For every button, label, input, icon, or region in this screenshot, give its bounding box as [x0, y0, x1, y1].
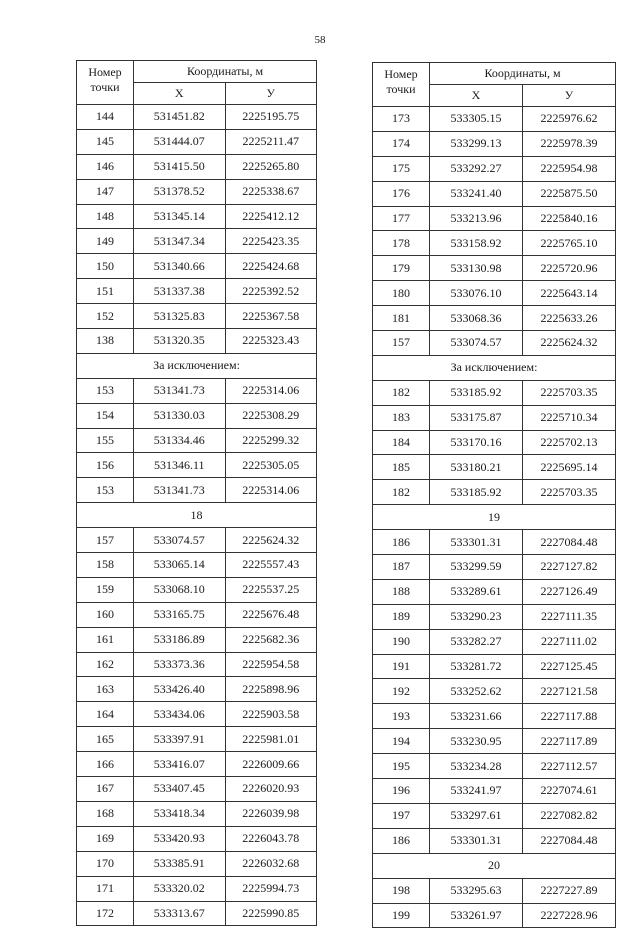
point-number: 155 — [77, 428, 134, 453]
coord-y: 2225978.39 — [523, 131, 616, 156]
table-row — [373, 629, 616, 654]
header-x: Х — [430, 85, 523, 107]
coord-x: 533065.14 — [134, 553, 226, 578]
point-number: 178 — [373, 231, 430, 256]
table-row — [77, 229, 317, 254]
table-row — [77, 179, 317, 204]
coord-x: 533230.95 — [430, 729, 523, 754]
table-row — [77, 553, 317, 578]
coord-x: 533292.27 — [430, 156, 523, 181]
point-number: 187 — [373, 555, 430, 580]
point-number: 195 — [373, 754, 430, 779]
coord-y: 2227112.57 — [523, 754, 616, 779]
point-number: 177 — [373, 206, 430, 231]
coord-y: 2225695.14 — [523, 455, 616, 480]
coord-y: 2226039.98 — [225, 801, 317, 826]
table-row — [373, 405, 616, 430]
coord-y: 2226043.78 — [225, 826, 317, 851]
table-row — [77, 254, 317, 279]
coord-y: 2225624.32 — [225, 528, 317, 553]
coord-x: 533241.97 — [430, 779, 523, 804]
coord-y: 2225537.25 — [225, 577, 317, 602]
section-separator — [373, 355, 616, 380]
point-number: 153 — [77, 378, 134, 403]
coord-x: 531340.66 — [134, 254, 226, 279]
coord-y: 2227121.58 — [523, 679, 616, 704]
section-label: 20 — [373, 853, 616, 878]
table-row — [77, 403, 317, 428]
point-number: 152 — [77, 304, 134, 329]
coord-y: 2227074.61 — [523, 779, 616, 804]
coord-y: 2225195.75 — [225, 105, 317, 130]
point-number: 197 — [373, 803, 430, 828]
coord-x: 533418.34 — [134, 801, 226, 826]
coord-x: 533261.97 — [430, 903, 523, 928]
table-row — [373, 604, 616, 629]
point-number: 168 — [77, 801, 134, 826]
page-number: 58 — [314, 34, 326, 46]
point-number: 147 — [77, 179, 134, 204]
coord-x: 533320.02 — [134, 876, 226, 901]
coord-y: 2226009.66 — [225, 752, 317, 777]
header-point-number: Номер точки — [373, 63, 430, 107]
table-row — [373, 729, 616, 754]
point-number: 172 — [77, 901, 134, 926]
coord-y: 2225702.13 — [523, 430, 616, 455]
coord-x: 531334.46 — [134, 428, 226, 453]
coord-y: 2225423.35 — [225, 229, 317, 254]
coord-y: 2226020.93 — [225, 777, 317, 802]
point-number: 184 — [373, 430, 430, 455]
section-separator — [373, 505, 616, 530]
point-number: 169 — [77, 826, 134, 851]
coord-x: 533234.28 — [430, 754, 523, 779]
header-y: У — [523, 85, 616, 107]
coord-y: 2225840.16 — [523, 206, 616, 231]
coord-x: 533165.75 — [134, 602, 226, 627]
coord-y: 2225299.32 — [225, 428, 317, 453]
coord-y: 2225976.62 — [523, 107, 616, 132]
table-row — [77, 154, 317, 179]
table-row — [373, 530, 616, 555]
coord-x: 531347.34 — [134, 229, 226, 254]
table-row — [373, 828, 616, 853]
coord-x: 531341.73 — [134, 378, 226, 403]
coord-y: 2225954.98 — [523, 156, 616, 181]
coord-y: 2225875.50 — [523, 181, 616, 206]
coord-y: 2225703.35 — [523, 480, 616, 505]
point-number: 167 — [77, 777, 134, 802]
coord-x: 533076.10 — [430, 281, 523, 306]
table-row — [373, 579, 616, 604]
coord-x: 531346.11 — [134, 453, 226, 478]
point-number: 161 — [77, 627, 134, 652]
table-row — [373, 679, 616, 704]
table-row — [77, 652, 317, 677]
coord-x: 533289.61 — [430, 579, 523, 604]
point-number: 173 — [373, 107, 430, 132]
table-row — [373, 455, 616, 480]
point-number: 185 — [373, 455, 430, 480]
point-number: 162 — [77, 652, 134, 677]
coord-x: 533385.91 — [134, 851, 226, 876]
coord-x: 531444.07 — [134, 129, 226, 154]
table-row — [373, 181, 616, 206]
point-number: 157 — [373, 331, 430, 356]
table-row — [373, 256, 616, 281]
coord-y: 2225314.06 — [225, 478, 317, 503]
table-row — [373, 480, 616, 505]
table-row — [373, 878, 616, 903]
header-coordinates: Координаты, м — [430, 63, 616, 85]
table-row — [77, 478, 317, 503]
coord-y: 2225392.52 — [225, 279, 317, 304]
coord-y: 2225954.58 — [225, 652, 317, 677]
coord-x: 531345.14 — [134, 204, 226, 229]
table-row — [373, 779, 616, 804]
coord-x: 533068.36 — [430, 306, 523, 331]
point-number: 179 — [373, 256, 430, 281]
point-number: 165 — [77, 727, 134, 752]
point-number: 174 — [373, 131, 430, 156]
coord-x: 531341.73 — [134, 478, 226, 503]
coord-x: 531415.50 — [134, 154, 226, 179]
coord-x: 531320.35 — [134, 329, 226, 354]
coord-y: 2227127.82 — [523, 555, 616, 580]
point-number: 186 — [373, 828, 430, 853]
table-row — [373, 903, 616, 928]
table-row — [77, 453, 317, 478]
coord-x: 533231.66 — [430, 704, 523, 729]
coord-x: 533186.89 — [134, 627, 226, 652]
table-row — [77, 627, 317, 652]
coord-x: 533213.96 — [430, 206, 523, 231]
coord-x: 533373.36 — [134, 652, 226, 677]
table-row — [77, 304, 317, 329]
point-number: 166 — [77, 752, 134, 777]
coord-y: 2225624.32 — [523, 331, 616, 356]
coord-x: 533252.62 — [430, 679, 523, 704]
coord-y: 2227228.96 — [523, 903, 616, 928]
coord-x: 533313.67 — [134, 901, 226, 926]
table-row — [373, 131, 616, 156]
coord-x: 533426.40 — [134, 677, 226, 702]
coordinates-table-left — [76, 60, 317, 926]
table-body-left — [77, 105, 317, 926]
coord-x: 531330.03 — [134, 403, 226, 428]
coord-y: 2225703.35 — [523, 380, 616, 405]
header-x: Х — [134, 83, 226, 105]
point-number: 158 — [77, 553, 134, 578]
coord-y: 2225305.05 — [225, 453, 317, 478]
point-number: 191 — [373, 654, 430, 679]
table-row — [373, 754, 616, 779]
coord-y: 2227117.88 — [523, 704, 616, 729]
section-separator — [373, 853, 616, 878]
coord-y: 2225367.58 — [225, 304, 317, 329]
coord-x: 533074.57 — [430, 331, 523, 356]
point-number: 183 — [373, 405, 430, 430]
point-number: 170 — [77, 851, 134, 876]
table-row — [77, 876, 317, 901]
coord-x: 533434.06 — [134, 702, 226, 727]
table-row — [77, 329, 317, 354]
coord-x: 533407.45 — [134, 777, 226, 802]
point-number: 199 — [373, 903, 430, 928]
coord-y: 2225633.26 — [523, 306, 616, 331]
point-number: 164 — [77, 702, 134, 727]
table-body-right — [373, 107, 616, 928]
coord-y: 2225898.96 — [225, 677, 317, 702]
coord-y: 2225557.43 — [225, 553, 317, 578]
coord-x: 531378.52 — [134, 179, 226, 204]
coord-y: 2227117.89 — [523, 729, 616, 754]
section-label: За исключением: — [77, 353, 317, 378]
table-row — [77, 129, 317, 154]
point-number: 198 — [373, 878, 430, 903]
coord-y: 2225338.67 — [225, 179, 317, 204]
coord-x: 533420.93 — [134, 826, 226, 851]
coord-x: 533074.57 — [134, 528, 226, 553]
coord-x: 533170.16 — [430, 430, 523, 455]
point-number: 145 — [77, 129, 134, 154]
coord-x: 533068.10 — [134, 577, 226, 602]
point-number: 154 — [77, 403, 134, 428]
coord-y: 2225412.12 — [225, 204, 317, 229]
table-row — [77, 105, 317, 130]
coord-x: 533305.15 — [430, 107, 523, 132]
point-number: 192 — [373, 679, 430, 704]
coord-x: 533158.92 — [430, 231, 523, 256]
table-row — [77, 702, 317, 727]
table-row — [373, 654, 616, 679]
table-row — [373, 107, 616, 132]
coord-y: 2227084.48 — [523, 530, 616, 555]
coord-x: 533175.87 — [430, 405, 523, 430]
point-number: 146 — [77, 154, 134, 179]
table-row — [77, 602, 317, 627]
point-number: 175 — [373, 156, 430, 181]
coord-x: 533185.92 — [430, 380, 523, 405]
table-row — [373, 380, 616, 405]
section-separator — [77, 353, 317, 378]
coord-y: 2225676.48 — [225, 602, 317, 627]
table-row — [77, 378, 317, 403]
point-number: 163 — [77, 677, 134, 702]
point-number: 149 — [77, 229, 134, 254]
table-row — [77, 528, 317, 553]
point-number: 150 — [77, 254, 134, 279]
point-number: 180 — [373, 281, 430, 306]
point-number: 196 — [373, 779, 430, 804]
point-number: 194 — [373, 729, 430, 754]
table-row — [373, 555, 616, 580]
point-number: 144 — [77, 105, 134, 130]
point-number: 186 — [373, 530, 430, 555]
coord-y: 2227126.49 — [523, 579, 616, 604]
header-point-number: Номер точки — [77, 61, 134, 105]
coord-x: 531325.83 — [134, 304, 226, 329]
coord-y: 2225265.80 — [225, 154, 317, 179]
table-row — [373, 331, 616, 356]
coord-y: 2225981.01 — [225, 727, 317, 752]
point-number: 138 — [77, 329, 134, 354]
coord-y: 2225994.73 — [225, 876, 317, 901]
point-number: 160 — [77, 602, 134, 627]
point-number: 159 — [77, 577, 134, 602]
coord-x: 533130.98 — [430, 256, 523, 281]
coord-x: 533281.72 — [430, 654, 523, 679]
coord-y: 2227082.82 — [523, 803, 616, 828]
coord-y: 2225720.96 — [523, 256, 616, 281]
section-label: 19 — [373, 505, 616, 530]
table-row — [373, 430, 616, 455]
section-separator — [77, 503, 317, 528]
coordinates-table-right — [372, 62, 616, 928]
table-row — [77, 752, 317, 777]
table-row — [373, 281, 616, 306]
coord-y: 2225643.14 — [523, 281, 616, 306]
coord-y: 2225682.36 — [225, 627, 317, 652]
table-row — [373, 156, 616, 181]
section-label: 18 — [77, 503, 317, 528]
coord-y: 2225211.47 — [225, 129, 317, 154]
coord-x: 533185.92 — [430, 480, 523, 505]
coord-y: 2225424.68 — [225, 254, 317, 279]
point-number: 182 — [373, 480, 430, 505]
table-row — [77, 777, 317, 802]
table-row — [77, 801, 317, 826]
table-row — [373, 206, 616, 231]
coord-y: 2227111.35 — [523, 604, 616, 629]
coord-x: 533416.07 — [134, 752, 226, 777]
table-row — [77, 851, 317, 876]
coord-y: 2227125.45 — [523, 654, 616, 679]
table-row — [373, 231, 616, 256]
coord-x: 531337.38 — [134, 279, 226, 304]
section-label: За исключением: — [373, 355, 616, 380]
table-row — [373, 704, 616, 729]
point-number: 182 — [373, 380, 430, 405]
point-number: 189 — [373, 604, 430, 629]
coord-x: 533301.31 — [430, 530, 523, 555]
coord-x: 533397.91 — [134, 727, 226, 752]
point-number: 153 — [77, 478, 134, 503]
point-number: 156 — [77, 453, 134, 478]
header-y: У — [225, 83, 317, 105]
table-row — [373, 803, 616, 828]
point-number: 190 — [373, 629, 430, 654]
table-row — [77, 204, 317, 229]
point-number: 157 — [77, 528, 134, 553]
coord-y: 2225765.10 — [523, 231, 616, 256]
point-number: 176 — [373, 181, 430, 206]
coord-x: 531451.82 — [134, 105, 226, 130]
point-number: 181 — [373, 306, 430, 331]
coord-x: 533299.13 — [430, 131, 523, 156]
coord-y: 2227227.89 — [523, 878, 616, 903]
point-number: 148 — [77, 204, 134, 229]
coord-x: 533299.59 — [430, 555, 523, 580]
coord-y: 2225314.06 — [225, 378, 317, 403]
coord-x: 533297.61 — [430, 803, 523, 828]
point-number: 151 — [77, 279, 134, 304]
table-row — [77, 279, 317, 304]
coord-x: 533282.27 — [430, 629, 523, 654]
table-row — [77, 727, 317, 752]
point-number: 188 — [373, 579, 430, 604]
coord-x: 533301.31 — [430, 828, 523, 853]
coord-y: 2225990.85 — [225, 901, 317, 926]
coord-y: 2225903.58 — [225, 702, 317, 727]
coord-x: 533295.63 — [430, 878, 523, 903]
coord-x: 533241.40 — [430, 181, 523, 206]
table-row — [373, 306, 616, 331]
coord-y: 2225323.43 — [225, 329, 317, 354]
coord-y: 2225308.29 — [225, 403, 317, 428]
table-row — [77, 428, 317, 453]
coord-x: 533290.23 — [430, 604, 523, 629]
coord-y: 2225710.34 — [523, 405, 616, 430]
coord-x: 533180.21 — [430, 455, 523, 480]
coord-y: 2227084.48 — [523, 828, 616, 853]
header-coordinates: Координаты, м — [134, 61, 317, 83]
table-row — [77, 577, 317, 602]
point-number: 171 — [77, 876, 134, 901]
table-row — [77, 677, 317, 702]
table-row — [77, 826, 317, 851]
coord-y: 2226032.68 — [225, 851, 317, 876]
coord-y: 2227111.02 — [523, 629, 616, 654]
point-number: 193 — [373, 704, 430, 729]
